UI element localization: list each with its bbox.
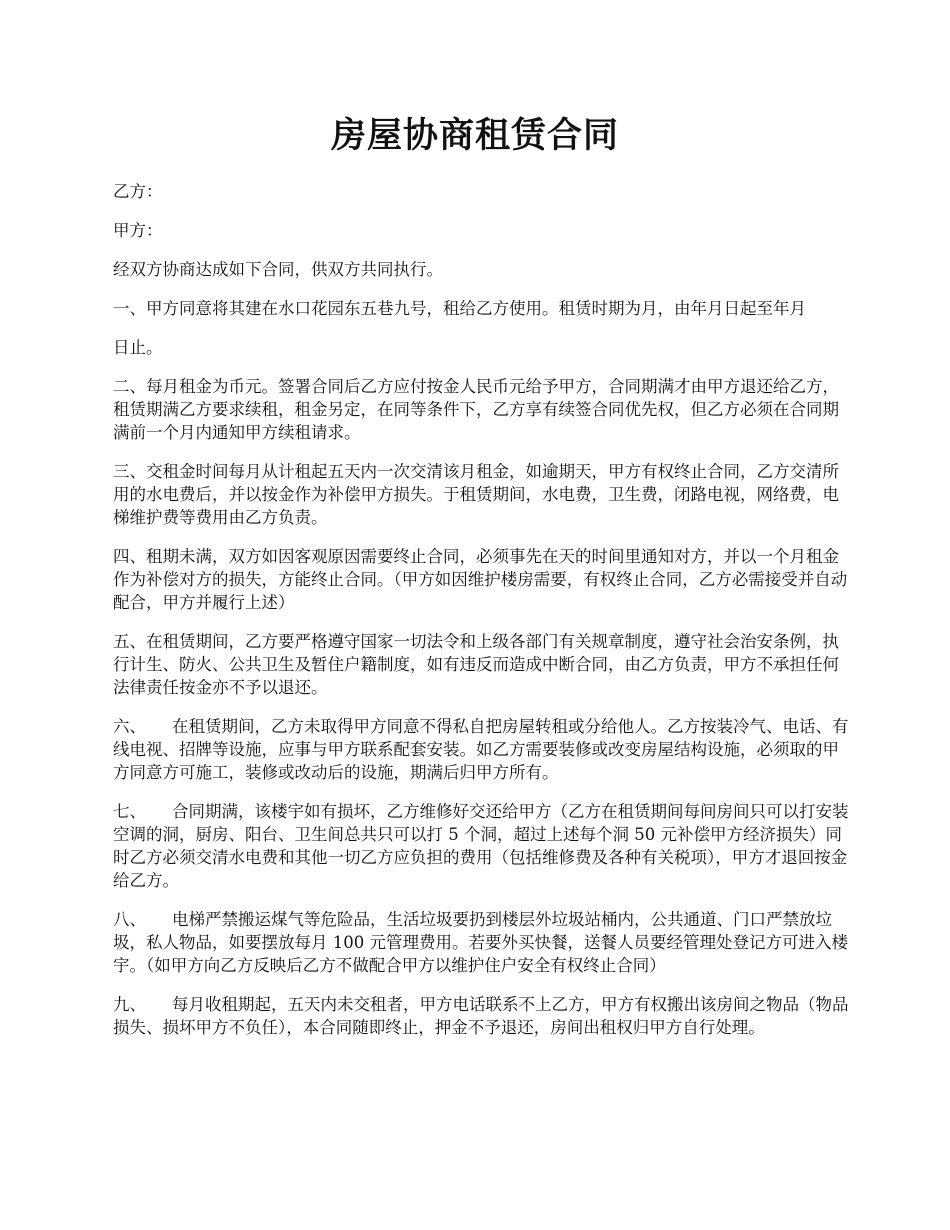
party-a-line bbox=[113, 219, 853, 242]
para-text: 四、租期未满，双方如因客观原因需要终止合同，必须事先在天的时间里通知对方，并以一个月租金作为补偿对方的损失，方能终止合同。（甲方如因维护楼房需要，有权终止合同，乙方必需接受并自动配合，甲方并履行上述） bbox=[113, 547, 848, 612]
para-text: 日止。 bbox=[113, 338, 163, 357]
para-marker: 六、 bbox=[113, 717, 146, 736]
para-text: 甲方： bbox=[113, 221, 163, 240]
para-text: 每月收租期起，五天内未交租者，甲方电话联系不上乙方，甲方有权搬出该房间之物品（物品损失、损坏甲方不负任），本合同随即终止，押金不予退还，房间出租权归甲方自行处理。 bbox=[113, 995, 849, 1037]
para-text: 一、甲方同意将其建在水口花园东五巷九号，租给乙方使用。租赁时期为月，由年月日起至年月 bbox=[113, 299, 806, 318]
clause-7 bbox=[113, 800, 853, 892]
para-text: 三、交租金时间每月从计租起五天内一次交清该月租金，如逾期天，甲方有权终止合同，乙方交清所用的水电费后，并以按金作为补偿甲方损失。于租赁期间，水电费，卫生费，闭路电视，网络费，电梯维护费等费用由乙方负责。 bbox=[113, 462, 839, 527]
para-text: 合同期满，该楼宇如有损坏，乙方维修好交还给甲方（乙方在租赁期间每间房间只可以打安装空调的洞，厨房、阳台、卫生间总共只可以打 5 个洞，超过上述每个洞 50 元补偿甲方经济损失）同时乙方必须交清水电费和其他一切乙方应负担的费用（包括维修费及各种有关税项），甲方才退回按金给乙方。 bbox=[113, 802, 849, 890]
para-text: 二、每月租金为币元。签署合同后乙方应付按金人民币元给予甲方，合同期满才由甲方退还给乙方，租赁期满乙方要求续租，租金另定，在同等条件下，乙方享有续签合同优先权，但乙方必须在合同期满前一个月内通知甲方续租请求。 bbox=[113, 377, 839, 442]
clause-4 bbox=[113, 545, 853, 614]
clause-3 bbox=[113, 460, 853, 529]
clause-2 bbox=[113, 375, 853, 444]
para-marker: 九、 bbox=[113, 995, 146, 1014]
clause-6 bbox=[113, 715, 853, 784]
intro-paragraph bbox=[113, 258, 853, 281]
clause-5 bbox=[113, 630, 853, 699]
para-marker: 七、 bbox=[113, 802, 146, 821]
clause-1 bbox=[113, 297, 853, 320]
document-title: 房屋协商租赁合同 bbox=[330, 115, 619, 156]
clause-8 bbox=[113, 908, 853, 977]
clause-1-end bbox=[113, 336, 853, 359]
clause-9 bbox=[113, 993, 853, 1039]
para-text: 电梯严禁搬运煤气等危险品，生活垃圾要扔到楼层外垃圾站桶内，公共通道、门口严禁放垃圾，私人物品，如要摆放每月 100 元管理费用。若要外买快餐，送餐人员要经管理处登记方可进入楼宇。（如甲方向乙方反映后乙方不做配合甲方以维护住户安全有权终止合同） bbox=[113, 910, 848, 975]
para-text: 乙方： bbox=[113, 182, 163, 201]
party-b-line bbox=[113, 180, 853, 203]
document-body bbox=[113, 180, 853, 1055]
para-text: 经双方协商达成如下合同，供双方共同执行。 bbox=[113, 260, 443, 279]
para-text: 在租赁期间，乙方未取得甲方同意不得私自把房屋转租或分给他人。乙方按装冷气、电话、有线电视、招牌等设施，应事与甲方联系配套安装。如乙方需要装修或改变房屋结构设施，必须取的甲方同意方可施工，装修或改动后的设施，期满后归甲方所有。 bbox=[113, 717, 849, 782]
para-marker: 八、 bbox=[113, 910, 146, 929]
para-text: 五、在租赁期间，乙方要严格遵守国家一切法令和上级各部门有关规章制度，遵守社会治安条例，执行计生、防火、公共卫生及暂住户籍制度，如有违反而造成中断合同，由乙方负责，甲方不承担任何法律责任按金亦不予以退还。 bbox=[113, 632, 839, 697]
